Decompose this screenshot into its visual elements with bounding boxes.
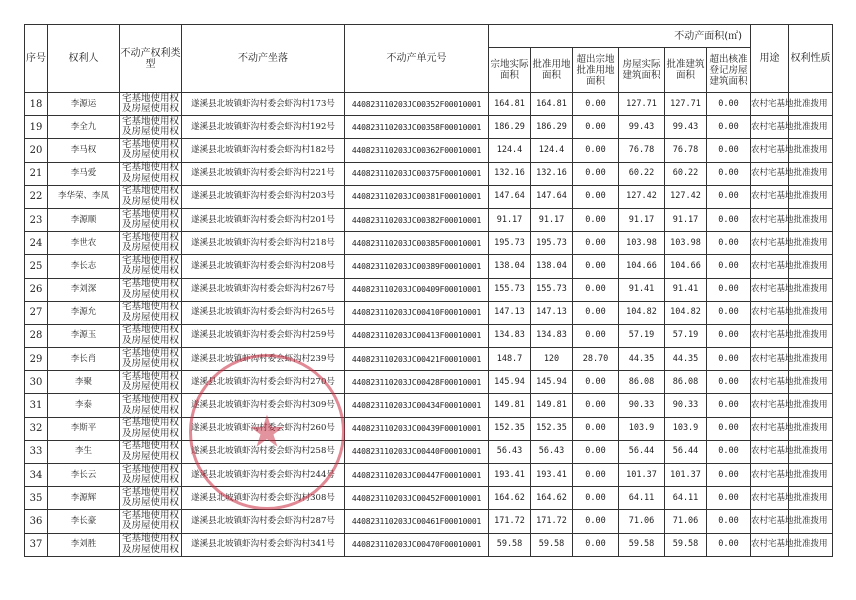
location-cell: 遂溪县北坡镇虾沟村委会虾沟村341号 (182, 533, 345, 556)
actual-land-cell: 171.72 (489, 510, 531, 533)
unit-no-cell: 440823110203JC00439F00010001 (345, 417, 489, 440)
seq-cell: 37 (25, 533, 48, 556)
approved-building-cell: 99.43 (665, 116, 707, 139)
unit-no-cell: 440823110203JC00434F00010001 (345, 394, 489, 417)
nature-cell: 批准拨用 (789, 464, 833, 487)
actual-building-cell: 104.66 (619, 255, 665, 278)
approved-land-cell: 164.81 (531, 93, 573, 116)
right-type-cell: 宅基地使用权及房屋使用权 (120, 255, 182, 278)
nature-cell: 批准拨用 (789, 324, 833, 347)
actual-building-cell: 127.42 (619, 185, 665, 208)
usage-cell: 农村宅基地 (751, 208, 789, 231)
nature-cell: 批准拨用 (789, 348, 833, 371)
right-type-cell: 宅基地使用权及房屋使用权 (120, 417, 182, 440)
actual-land-cell: 59.58 (489, 533, 531, 556)
exceed-land-cell: 0.00 (573, 278, 619, 301)
location-cell: 遂溪县北坡镇虾沟村委会虾沟村309号 (182, 394, 345, 417)
table-row (25, 417, 833, 440)
seq-cell: 21 (25, 162, 48, 185)
approved-building-cell: 91.17 (665, 208, 707, 231)
exceed-building-cell: 0.00 (707, 139, 751, 162)
holder-cell: 李马爱 (48, 162, 120, 185)
exceed-building-cell: 0.00 (707, 116, 751, 139)
right-type-cell: 宅基地使用权及房屋使用权 (120, 510, 182, 533)
nature-cell: 批准拨用 (789, 371, 833, 394)
actual-building-cell: 64.11 (619, 487, 665, 510)
table-row (25, 394, 833, 417)
actual-building-cell: 91.41 (619, 278, 665, 301)
actual-building-cell: 59.58 (619, 533, 665, 556)
approved-land-cell: 138.04 (531, 255, 573, 278)
exceed-land-cell: 0.00 (573, 162, 619, 185)
exceed-land-cell: 0.00 (573, 533, 619, 556)
unit-no-cell: 440823110203JC00382F00010001 (345, 208, 489, 231)
exceed-building-cell: 0.00 (707, 324, 751, 347)
table-header (25, 25, 833, 93)
right-type-cell: 宅基地使用权及房屋使用权 (120, 487, 182, 510)
table-row (25, 185, 833, 208)
actual-building-cell: 86.08 (619, 371, 665, 394)
usage-cell: 农村宅基地 (751, 464, 789, 487)
exceed-building-cell: 0.00 (707, 487, 751, 510)
header-seq: 序号 (25, 25, 48, 93)
actual-building-cell: 76.78 (619, 139, 665, 162)
header-exceed-building: 超出核准登记房屋建筑面积 (707, 48, 751, 93)
unit-no-cell: 440823110203JC00428F00010001 (345, 371, 489, 394)
actual-building-cell: 91.17 (619, 208, 665, 231)
holder-cell: 李长豪 (48, 510, 120, 533)
exceed-building-cell: 0.00 (707, 348, 751, 371)
right-type-cell: 宅基地使用权及房屋使用权 (120, 533, 182, 556)
nature-cell: 批准拨用 (789, 162, 833, 185)
table-row (25, 116, 833, 139)
unit-no-cell: 440823110203JC00470F00010001 (345, 533, 489, 556)
holder-cell: 李泰 (48, 394, 120, 417)
seq-cell: 24 (25, 232, 48, 255)
right-type-cell: 宅基地使用权及房屋使用权 (120, 162, 182, 185)
unit-no-cell: 440823110203JC00461F00010001 (345, 510, 489, 533)
exceed-building-cell: 0.00 (707, 162, 751, 185)
approved-building-cell: 91.41 (665, 278, 707, 301)
approved-land-cell: 152.35 (531, 417, 573, 440)
unit-no-cell: 440823110203JC00409F00010001 (345, 278, 489, 301)
approved-building-cell: 103.9 (665, 417, 707, 440)
holder-cell: 李聚 (48, 371, 120, 394)
table-body (25, 93, 833, 557)
actual-building-cell: 44.35 (619, 348, 665, 371)
location-cell: 遂溪县北坡镇虾沟村委会虾沟村270号 (182, 371, 345, 394)
exceed-building-cell: 0.00 (707, 255, 751, 278)
exceed-building-cell: 0.00 (707, 533, 751, 556)
header-area-group: 不动产面积(㎡) (489, 25, 751, 48)
location-cell: 遂溪县北坡镇虾沟村委会虾沟村265号 (182, 301, 345, 324)
actual-land-cell: 148.7 (489, 348, 531, 371)
usage-cell: 农村宅基地 (751, 417, 789, 440)
exceed-land-cell: 0.00 (573, 232, 619, 255)
actual-land-cell: 56.43 (489, 440, 531, 463)
nature-cell: 批准拨用 (789, 487, 833, 510)
actual-land-cell: 147.13 (489, 301, 531, 324)
right-type-cell: 宅基地使用权及房屋使用权 (120, 278, 182, 301)
holder-cell: 李长肖 (48, 348, 120, 371)
header-actual-building: 房屋实际建筑面积 (619, 48, 665, 93)
actual-building-cell: 71.06 (619, 510, 665, 533)
header-usage: 用途 (751, 25, 789, 93)
seq-cell: 26 (25, 278, 48, 301)
approved-building-cell: 104.82 (665, 301, 707, 324)
exceed-building-cell: 0.00 (707, 208, 751, 231)
holder-cell: 李源玉 (48, 324, 120, 347)
unit-no-cell: 440823110203JC00381F00010001 (345, 185, 489, 208)
usage-cell: 农村宅基地 (751, 232, 789, 255)
seq-cell: 34 (25, 464, 48, 487)
actual-land-cell: 138.04 (489, 255, 531, 278)
nature-cell: 批准拨用 (789, 440, 833, 463)
header-actual-land: 宗地实际面积 (489, 48, 531, 93)
table-row (25, 255, 833, 278)
right-type-cell: 宅基地使用权及房屋使用权 (120, 185, 182, 208)
approved-land-cell: 147.13 (531, 301, 573, 324)
official-seal-icon: ★ (189, 354, 345, 510)
seq-cell: 32 (25, 417, 48, 440)
registry-table-sheet (24, 24, 832, 557)
actual-land-cell: 193.41 (489, 464, 531, 487)
exceed-building-cell: 0.00 (707, 278, 751, 301)
approved-building-cell: 101.37 (665, 464, 707, 487)
seq-cell: 29 (25, 348, 48, 371)
actual-land-cell: 147.64 (489, 185, 531, 208)
nature-cell: 批准拨用 (789, 93, 833, 116)
table-row (25, 162, 833, 185)
table-row (25, 440, 833, 463)
usage-cell: 农村宅基地 (751, 371, 789, 394)
unit-no-cell: 440823110203JC00385F00010001 (345, 232, 489, 255)
table-row (25, 232, 833, 255)
location-cell: 遂溪县北坡镇虾沟村委会虾沟村287号 (182, 510, 345, 533)
approved-building-cell: 59.58 (665, 533, 707, 556)
actual-building-cell: 90.33 (619, 394, 665, 417)
actual-land-cell: 164.81 (489, 93, 531, 116)
exceed-land-cell: 0.00 (573, 185, 619, 208)
holder-cell: 李世农 (48, 232, 120, 255)
actual-land-cell: 195.73 (489, 232, 531, 255)
usage-cell: 农村宅基地 (751, 348, 789, 371)
header-location: 不动产坐落 (182, 25, 345, 93)
nature-cell: 批准拨用 (789, 301, 833, 324)
unit-no-cell: 440823110203JC00421F00010001 (345, 348, 489, 371)
exceed-land-cell: 0.00 (573, 301, 619, 324)
exceed-land-cell: 0.00 (573, 417, 619, 440)
header-unit-no: 不动产单元号 (345, 25, 489, 93)
location-cell: 遂溪县北坡镇虾沟村委会虾沟村259号 (182, 324, 345, 347)
header-approved-building: 批准建筑面积 (665, 48, 707, 93)
unit-no-cell: 440823110203JC00413F00010001 (345, 324, 489, 347)
usage-cell: 农村宅基地 (751, 301, 789, 324)
right-type-cell: 宅基地使用权及房屋使用权 (120, 93, 182, 116)
right-type-cell: 宅基地使用权及房屋使用权 (120, 324, 182, 347)
approved-land-cell: 195.73 (531, 232, 573, 255)
actual-land-cell: 91.17 (489, 208, 531, 231)
actual-land-cell: 186.29 (489, 116, 531, 139)
table-row (25, 93, 833, 116)
exceed-land-cell: 0.00 (573, 394, 619, 417)
location-cell: 遂溪县北坡镇虾沟村委会虾沟村218号 (182, 232, 345, 255)
approved-building-cell: 127.42 (665, 185, 707, 208)
nature-cell: 批准拨用 (789, 139, 833, 162)
table-row (25, 324, 833, 347)
usage-cell: 农村宅基地 (751, 510, 789, 533)
usage-cell: 农村宅基地 (751, 394, 789, 417)
holder-cell: 李马权 (48, 139, 120, 162)
actual-land-cell: 145.94 (489, 371, 531, 394)
right-type-cell: 宅基地使用权及房屋使用权 (120, 394, 182, 417)
unit-no-cell: 440823110203JC00440F00010001 (345, 440, 489, 463)
approved-land-cell: 132.16 (531, 162, 573, 185)
exceed-land-cell: 0.00 (573, 93, 619, 116)
header-approved-land: 批准用地面积 (531, 48, 573, 93)
holder-cell: 李刘胜 (48, 533, 120, 556)
exceed-building-cell: 0.00 (707, 185, 751, 208)
nature-cell: 批准拨用 (789, 417, 833, 440)
actual-building-cell: 103.98 (619, 232, 665, 255)
location-cell: 遂溪县北坡镇虾沟村委会虾沟村260号 (182, 417, 345, 440)
seq-cell: 19 (25, 116, 48, 139)
actual-building-cell: 101.37 (619, 464, 665, 487)
usage-cell: 农村宅基地 (751, 93, 789, 116)
actual-land-cell: 155.73 (489, 278, 531, 301)
usage-cell: 农村宅基地 (751, 324, 789, 347)
header-exceed-land: 超出宗地批准用地面积 (573, 48, 619, 93)
seq-cell: 18 (25, 93, 48, 116)
usage-cell: 农村宅基地 (751, 440, 789, 463)
location-cell: 遂溪县北坡镇虾沟村委会虾沟村173号 (182, 93, 345, 116)
actual-land-cell: 152.35 (489, 417, 531, 440)
exceed-land-cell: 0.00 (573, 510, 619, 533)
approved-building-cell: 64.11 (665, 487, 707, 510)
exceed-land-cell: 0.00 (573, 487, 619, 510)
unit-no-cell: 440823110203JC00452F00010001 (345, 487, 489, 510)
approved-land-cell: 134.83 (531, 324, 573, 347)
approved-land-cell: 59.58 (531, 533, 573, 556)
approved-building-cell: 57.19 (665, 324, 707, 347)
table-row (25, 301, 833, 324)
exceed-building-cell: 0.00 (707, 417, 751, 440)
seq-cell: 28 (25, 324, 48, 347)
approved-land-cell: 124.4 (531, 139, 573, 162)
approved-land-cell: 149.81 (531, 394, 573, 417)
table-row (25, 371, 833, 394)
location-cell: 遂溪县北坡镇虾沟村委会虾沟村201号 (182, 208, 345, 231)
holder-cell: 李华荣、李凤 (48, 185, 120, 208)
location-cell: 遂溪县北坡镇虾沟村委会虾沟村221号 (182, 162, 345, 185)
approved-building-cell: 56.44 (665, 440, 707, 463)
nature-cell: 批准拨用 (789, 510, 833, 533)
seq-cell: 27 (25, 301, 48, 324)
seq-cell: 20 (25, 139, 48, 162)
approved-building-cell: 44.35 (665, 348, 707, 371)
location-cell: 遂溪县北坡镇虾沟村委会虾沟村244号 (182, 464, 345, 487)
holder-cell: 李刘深 (48, 278, 120, 301)
usage-cell: 农村宅基地 (751, 162, 789, 185)
location-cell: 遂溪县北坡镇虾沟村委会虾沟村203号 (182, 185, 345, 208)
location-cell: 遂溪县北坡镇虾沟村委会虾沟村182号 (182, 139, 345, 162)
table-row (25, 533, 833, 556)
usage-cell: 农村宅基地 (751, 116, 789, 139)
holder-cell: 李生 (48, 440, 120, 463)
exceed-land-cell: 0.00 (573, 371, 619, 394)
approved-building-cell: 60.22 (665, 162, 707, 185)
seq-cell: 31 (25, 394, 48, 417)
approved-land-cell: 145.94 (531, 371, 573, 394)
exceed-building-cell: 0.00 (707, 371, 751, 394)
table-row (25, 510, 833, 533)
property-registry-table (24, 24, 833, 557)
actual-building-cell: 56.44 (619, 440, 665, 463)
approved-building-cell: 127.71 (665, 93, 707, 116)
exceed-land-cell: 0.00 (573, 464, 619, 487)
holder-cell: 李长云 (48, 464, 120, 487)
table-row (25, 208, 833, 231)
exceed-land-cell: 28.70 (573, 348, 619, 371)
usage-cell: 农村宅基地 (751, 278, 789, 301)
approved-land-cell: 171.72 (531, 510, 573, 533)
approved-land-cell: 155.73 (531, 278, 573, 301)
actual-building-cell: 104.82 (619, 301, 665, 324)
actual-land-cell: 134.83 (489, 324, 531, 347)
usage-cell: 农村宅基地 (751, 487, 789, 510)
actual-building-cell: 60.22 (619, 162, 665, 185)
exceed-land-cell: 0.00 (573, 255, 619, 278)
exceed-building-cell: 0.00 (707, 440, 751, 463)
nature-cell: 批准拨用 (789, 116, 833, 139)
right-type-cell: 宅基地使用权及房屋使用权 (120, 371, 182, 394)
table-row (25, 278, 833, 301)
location-cell: 遂溪县北坡镇虾沟村委会虾沟村258号 (182, 440, 345, 463)
exceed-land-cell: 0.00 (573, 440, 619, 463)
seq-cell: 33 (25, 440, 48, 463)
location-cell: 遂溪县北坡镇虾沟村委会虾沟村267号 (182, 278, 345, 301)
approved-building-cell: 76.78 (665, 139, 707, 162)
exceed-building-cell: 0.00 (707, 464, 751, 487)
right-type-cell: 宅基地使用权及房屋使用权 (120, 301, 182, 324)
actual-building-cell: 99.43 (619, 116, 665, 139)
holder-cell: 李长志 (48, 255, 120, 278)
approved-building-cell: 103.98 (665, 232, 707, 255)
seq-cell: 23 (25, 208, 48, 231)
exceed-building-cell: 0.00 (707, 510, 751, 533)
nature-cell: 批准拨用 (789, 232, 833, 255)
usage-cell: 农村宅基地 (751, 255, 789, 278)
approved-land-cell: 164.62 (531, 487, 573, 510)
approved-building-cell: 104.66 (665, 255, 707, 278)
nature-cell: 批准拨用 (789, 208, 833, 231)
seq-cell: 22 (25, 185, 48, 208)
nature-cell: 批准拨用 (789, 278, 833, 301)
exceed-land-cell: 0.00 (573, 116, 619, 139)
nature-cell: 批准拨用 (789, 394, 833, 417)
seq-cell: 35 (25, 487, 48, 510)
approved-land-cell: 193.41 (531, 464, 573, 487)
unit-no-cell: 440823110203JC00389F00010001 (345, 255, 489, 278)
header-holder: 权利人 (48, 25, 120, 93)
nature-cell: 批准拨用 (789, 533, 833, 556)
usage-cell: 农村宅基地 (751, 533, 789, 556)
approved-land-cell: 91.17 (531, 208, 573, 231)
right-type-cell: 宅基地使用权及房屋使用权 (120, 116, 182, 139)
location-cell: 遂溪县北坡镇虾沟村委会虾沟村308号 (182, 487, 345, 510)
holder-cell: 李源运 (48, 93, 120, 116)
seq-cell: 30 (25, 371, 48, 394)
holder-cell: 李斯平 (48, 417, 120, 440)
right-type-cell: 宅基地使用权及房屋使用权 (120, 232, 182, 255)
usage-cell: 农村宅基地 (751, 185, 789, 208)
nature-cell: 批准拨用 (789, 185, 833, 208)
header-right-type: 不动产权利类型 (120, 25, 182, 93)
holder-cell: 李源顺 (48, 208, 120, 231)
holder-cell: 李全九 (48, 116, 120, 139)
unit-no-cell: 440823110203JC00375F00010001 (345, 162, 489, 185)
table-row (25, 348, 833, 371)
actual-building-cell: 127.71 (619, 93, 665, 116)
exceed-building-cell: 0.00 (707, 93, 751, 116)
seq-cell: 25 (25, 255, 48, 278)
approved-building-cell: 86.08 (665, 371, 707, 394)
approved-building-cell: 90.33 (665, 394, 707, 417)
unit-no-cell: 440823110203JC00362F00010001 (345, 139, 489, 162)
unit-no-cell: 440823110203JC00358F00010001 (345, 116, 489, 139)
approved-land-cell: 56.43 (531, 440, 573, 463)
holder-cell: 李源允 (48, 301, 120, 324)
table-row (25, 487, 833, 510)
exceed-land-cell: 0.00 (573, 324, 619, 347)
right-type-cell: 宅基地使用权及房屋使用权 (120, 139, 182, 162)
approved-land-cell: 186.29 (531, 116, 573, 139)
actual-building-cell: 57.19 (619, 324, 665, 347)
approved-land-cell: 120 (531, 348, 573, 371)
approved-building-cell: 71.06 (665, 510, 707, 533)
exceed-building-cell: 0.00 (707, 232, 751, 255)
right-type-cell: 宅基地使用权及房屋使用权 (120, 440, 182, 463)
actual-land-cell: 149.81 (489, 394, 531, 417)
unit-no-cell: 440823110203JC00447F00010001 (345, 464, 489, 487)
right-type-cell: 宅基地使用权及房屋使用权 (120, 348, 182, 371)
right-type-cell: 宅基地使用权及房屋使用权 (120, 464, 182, 487)
actual-building-cell: 103.9 (619, 417, 665, 440)
location-cell: 遂溪县北坡镇虾沟村委会虾沟村239号 (182, 348, 345, 371)
exceed-land-cell: 0.00 (573, 208, 619, 231)
table-row (25, 464, 833, 487)
actual-land-cell: 124.4 (489, 139, 531, 162)
table-row (25, 139, 833, 162)
seq-cell: 36 (25, 510, 48, 533)
unit-no-cell: 440823110203JC00352F00010001 (345, 93, 489, 116)
right-type-cell: 宅基地使用权及房屋使用权 (120, 208, 182, 231)
holder-cell: 李源辉 (48, 487, 120, 510)
header-nature: 权利性质 (789, 25, 833, 93)
approved-land-cell: 147.64 (531, 185, 573, 208)
location-cell: 遂溪县北坡镇虾沟村委会虾沟村208号 (182, 255, 345, 278)
actual-land-cell: 132.16 (489, 162, 531, 185)
unit-no-cell: 440823110203JC00410F00010001 (345, 301, 489, 324)
actual-land-cell: 164.62 (489, 487, 531, 510)
exceed-building-cell: 0.00 (707, 301, 751, 324)
exceed-land-cell: 0.00 (573, 139, 619, 162)
location-cell: 遂溪县北坡镇虾沟村委会虾沟村192号 (182, 116, 345, 139)
nature-cell: 批准拨用 (789, 255, 833, 278)
exceed-building-cell: 0.00 (707, 394, 751, 417)
usage-cell: 农村宅基地 (751, 139, 789, 162)
